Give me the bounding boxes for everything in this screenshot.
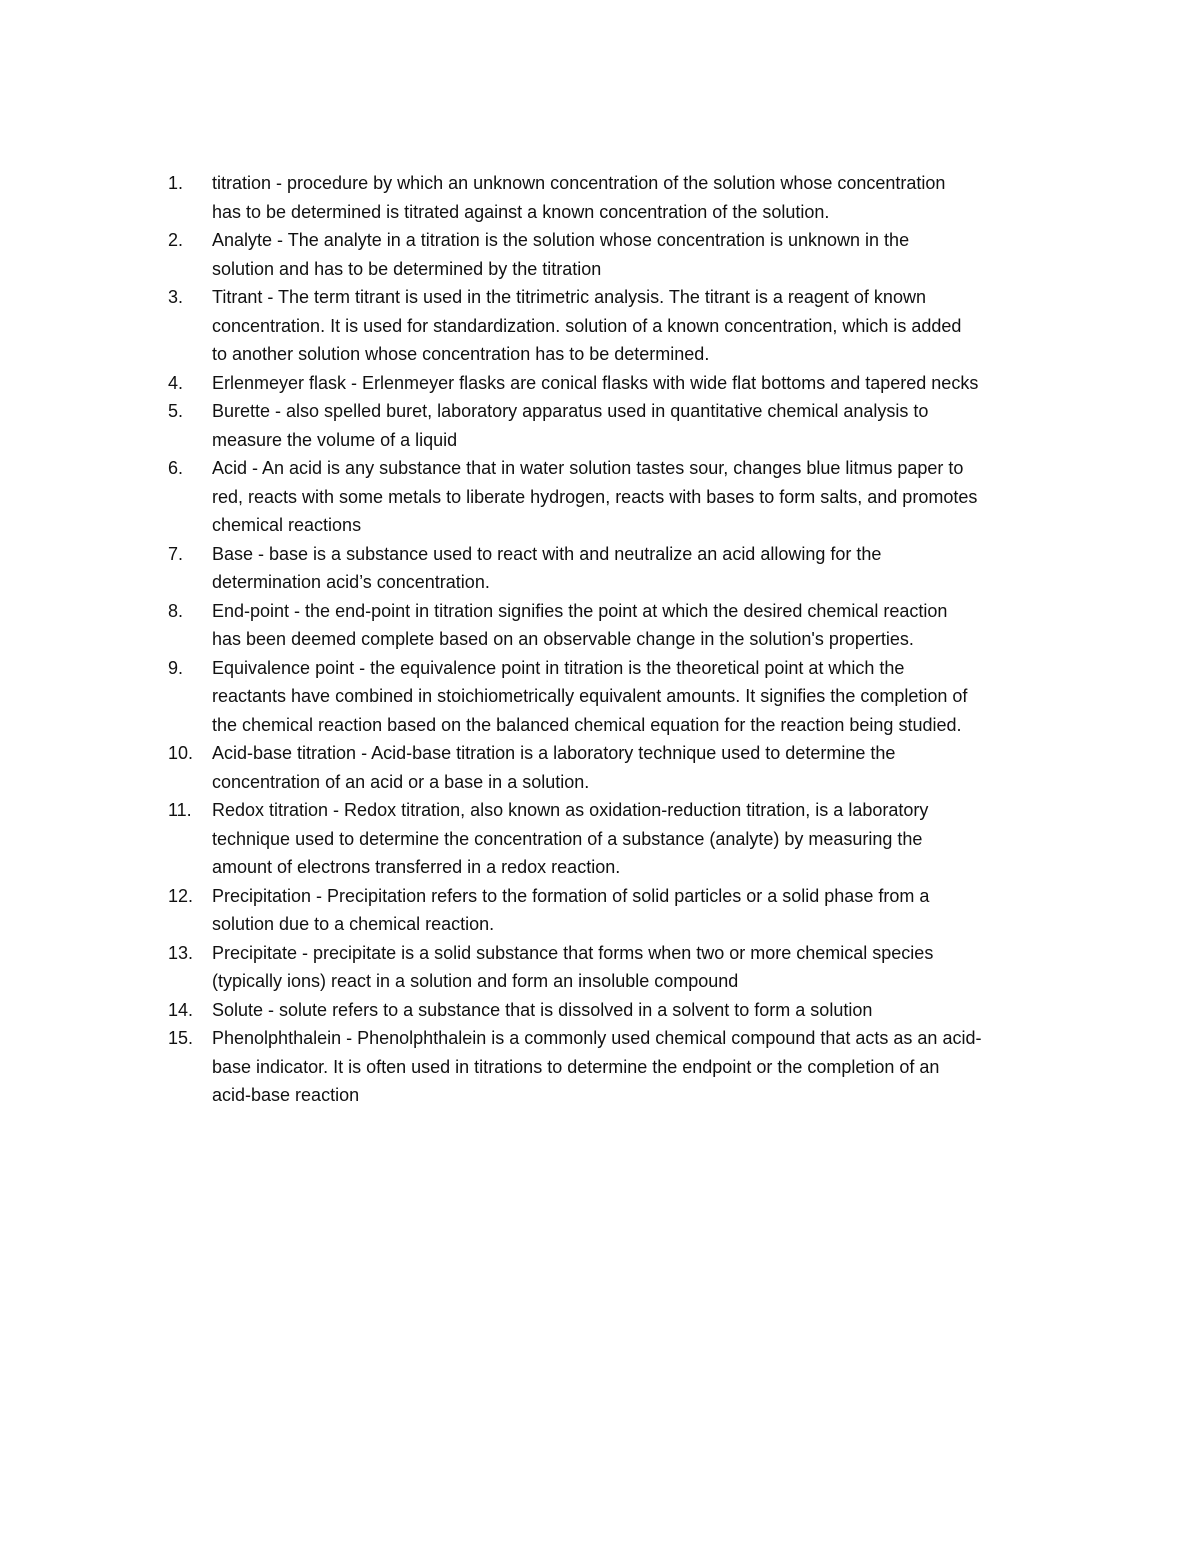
item-text <box>212 996 1068 1025</box>
list-item <box>168 169 1068 226</box>
item-number: 11. <box>168 800 192 820</box>
item-number: 10. <box>168 743 194 763</box>
list-item <box>168 939 1068 996</box>
item-text <box>212 454 1068 540</box>
item-line: Equivalence point - the equivalence point in titration is the theoretical point at which the <box>212 657 905 678</box>
list-item <box>168 454 1068 540</box>
item-line: amount of electrons transferred in a redox reaction. <box>212 857 621 877</box>
item-text <box>212 369 1068 398</box>
item-text <box>212 939 1068 996</box>
item-line: has to be determined is titrated against a known concentration of the solution. <box>212 201 830 222</box>
item-number: 3. <box>168 287 184 307</box>
item-line: Precipitation - Precipitation refers to the formation of solid particles or a solid phase from a <box>212 885 930 906</box>
item-line: End-point - the end-point in titration signifies the point at which the desired chemical reaction <box>212 600 948 621</box>
item-line: base indicator. It is often used in titrations to determine the endpoint or the completion of an <box>212 1056 940 1077</box>
list-item <box>168 739 1068 796</box>
item-number: 9. <box>168 657 184 678</box>
item-text <box>212 169 1068 226</box>
item-line: red, reacts with some metals to liberate hydrogen, reacts with bases to form salts, and promotes <box>212 486 978 507</box>
item-line: measure the volume of a liquid <box>212 429 458 450</box>
item-line: has been deemed complete based on an observable change in the solution's properties. <box>212 629 914 649</box>
item-text <box>212 796 1068 882</box>
item-line: Phenolphthalein - Phenolphthalein is a commonly used chemical compound that acts as an acid- <box>212 1028 982 1048</box>
list-item <box>168 1024 1068 1110</box>
item-text <box>212 654 1068 740</box>
item-number: 1. <box>168 173 184 193</box>
item-text <box>212 540 1068 597</box>
item-line: to another solution whose concentration has to be determined. <box>212 344 710 364</box>
item-text <box>212 739 1068 796</box>
item-number: 6. <box>168 458 184 478</box>
item-number: 5. <box>168 401 184 421</box>
item-line: concentration of an acid or a base in a solution. <box>212 771 590 792</box>
list-item <box>168 597 1068 654</box>
item-line: titration - procedure by which an unknown concentration of the solution whose concentration <box>212 173 946 193</box>
list-item <box>168 226 1068 283</box>
list-item <box>168 540 1068 597</box>
item-text <box>212 397 1068 454</box>
item-line: Titrant - The term titrant is used in the titrimetric analysis. The titrant is a reagent of known <box>212 287 926 307</box>
item-line: Burette - also spelled buret, laboratory apparatus used in quantitative chemical analysis to <box>212 401 929 421</box>
item-line: chemical reactions <box>212 515 362 535</box>
item-line: Solute - solute refers to a substance that is dissolved in a solvent to form a solution <box>212 999 873 1020</box>
item-line: solution and has to be determined by the titration <box>212 258 602 279</box>
item-line: Acid-base titration - Acid-base titration is a laboratory technique used to determine the <box>212 743 896 763</box>
list-item <box>168 283 1068 369</box>
item-number: 12. <box>168 885 194 906</box>
list-item <box>168 882 1068 939</box>
list-item <box>168 996 1068 1025</box>
list-item <box>168 397 1068 454</box>
list-item <box>168 654 1068 740</box>
item-line: Redox titration - Redox titration, also known as oxidation-reduction titration, is a laboratory <box>212 800 929 820</box>
item-number: 8. <box>168 600 184 621</box>
item-line: Base - base is a substance used to react with and neutralize an acid allowing for the <box>212 543 882 564</box>
item-number: 13. <box>168 942 194 963</box>
item-number: 7. <box>168 543 184 564</box>
item-text <box>212 226 1068 283</box>
item-number: 15. <box>168 1028 194 1048</box>
item-line: technique used to determine the concentration of a substance (analyte) by measuring the <box>212 828 923 849</box>
item-text <box>212 1024 1068 1110</box>
item-number: 4. <box>168 372 184 393</box>
item-line: Analyte - The analyte in a titration is the solution whose concentration is unknown in the <box>212 230 910 250</box>
item-line: solution due to a chemical reaction. <box>212 914 495 934</box>
item-line: Acid - An acid is any substance that in water solution tastes sour, changes blue litmus paper to <box>212 458 964 478</box>
list-item <box>168 796 1068 882</box>
item-text <box>212 597 1068 654</box>
item-line: acid-base reaction <box>212 1085 360 1105</box>
item-line: the chemical reaction based on the balanced chemical equation for the reaction being studied. <box>212 714 962 735</box>
definition-list <box>168 169 1068 1110</box>
item-line: concentration. It is used for standardization. solution of a known concentration, which is added <box>212 315 962 336</box>
item-number: 2. <box>168 230 184 250</box>
item-text <box>212 283 1068 369</box>
item-text <box>212 882 1068 939</box>
item-number: 14. <box>168 999 194 1020</box>
item-line: (typically ions) react in a solution and form an insoluble compound <box>212 971 739 991</box>
item-line: Precipitate - precipitate is a solid substance that forms when two or more chemical species <box>212 942 934 963</box>
list-item <box>168 369 1068 398</box>
item-line: determination acid’s concentration. <box>212 572 490 592</box>
item-line: Erlenmeyer flask - Erlenmeyer flasks are conical flasks with wide flat bottoms and tapered necks <box>212 372 979 393</box>
item-line: reactants have combined in stoichiometrically equivalent amounts. It signifies the completion of <box>212 686 968 706</box>
